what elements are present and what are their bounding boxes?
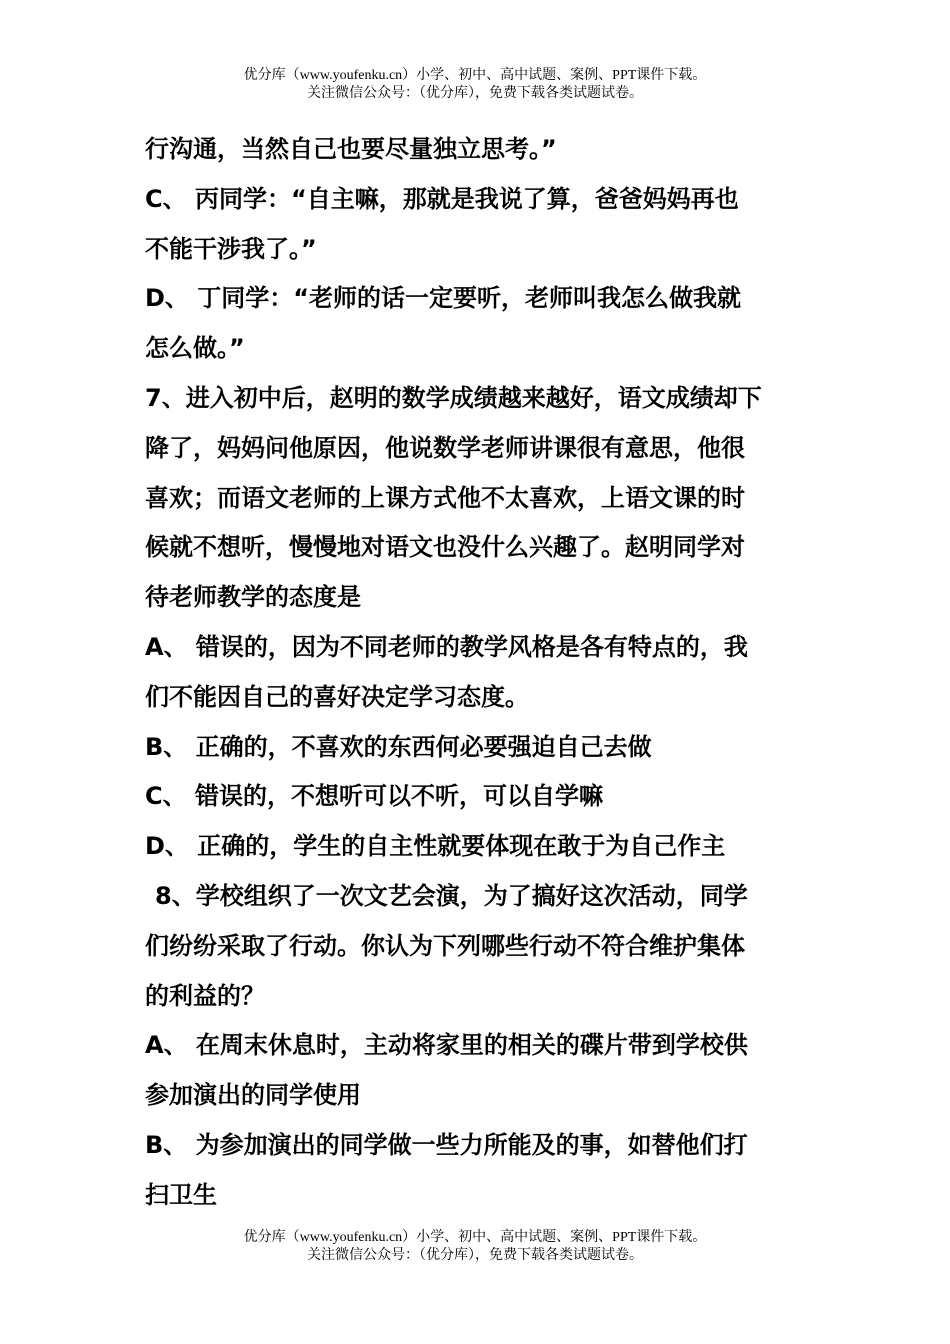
body-line: 们纷纷采取了行动。你认为下列哪些行动不符合维护集体 <box>145 931 745 960</box>
body-line: 候就不想听，慢慢地对语文也没什么兴趣了。赵明同学对 <box>145 533 745 562</box>
option-b-line: B、 为参加演出的同学做一些力所能及的事，如替他们打 <box>145 1130 748 1159</box>
footer-line-1: 优分库（www.youfenku.cn）小学、初中、高中试题、案例、PPT课件下载。 <box>243 1230 707 1245</box>
body-line: 待老师教学的态度是 <box>145 583 361 612</box>
option-a-line: A、 在周末休息时，主动将家里的相关的碟片带到学校供 <box>145 1031 748 1060</box>
question-8-line: 8、学校组织了一次文艺会演，为了搞好这次活动，同学 <box>155 881 748 910</box>
body-line: 怎么做。” <box>145 334 245 363</box>
page-footer <box>0 1229 950 1265</box>
option-c-line: C、 错误的，不想听可以不听，可以自学嘛 <box>145 782 603 811</box>
body-line: 参加演出的同学使用 <box>145 1081 361 1110</box>
option-b-line: B、 正确的，不喜欢的东西何必要强迫自己去做 <box>145 732 652 761</box>
option-d-line: D、 正确的，学生的自主性就要体现在敢于为自己作主 <box>145 832 726 861</box>
body-line: 不能干涉我了。” <box>145 234 317 263</box>
header-line-2: 关注微信公众号：（优分库），免费下载各类试题试卷。 <box>307 86 643 101</box>
option-c-line: C、 丙同学：“自主嘛，那就是我说了算，爸爸妈妈再也 <box>145 184 739 213</box>
body-line: 的利益的？ <box>145 981 265 1010</box>
body-line: 们不能因自己的喜好决定学习态度。 <box>145 682 529 711</box>
body-line: 喜欢；而语文老师的上课方式他不太喜欢，上语文课的时 <box>145 483 745 512</box>
option-a-line: A、 错误的，因为不同老师的教学风格是各有特点的，我 <box>145 632 748 661</box>
footer-line-2: 关注微信公众号：（优分库），免费下载各类试题试卷。 <box>307 1248 643 1263</box>
body-line: 扫卫生 <box>145 1180 217 1209</box>
body-line: 降了，妈妈问他原因，他说数学老师讲课很有意思，他很 <box>145 433 745 462</box>
body-line: 行沟通，当然自己也要尽量独立思考。” <box>145 135 557 163</box>
option-d-line: D、 丁同学：“老师的话一定要听，老师叫我怎么做我就 <box>145 284 742 313</box>
page-header <box>0 67 950 103</box>
question-7-line: 7、进入初中后，赵明的数学成绩越来越好，语文成绩却下 <box>145 383 762 412</box>
document-body <box>145 125 810 1221</box>
header-line-1: 优分库（www.youfenku.cn）小学、初中、高中试题、案例、PPT课件下载。 <box>243 68 707 83</box>
